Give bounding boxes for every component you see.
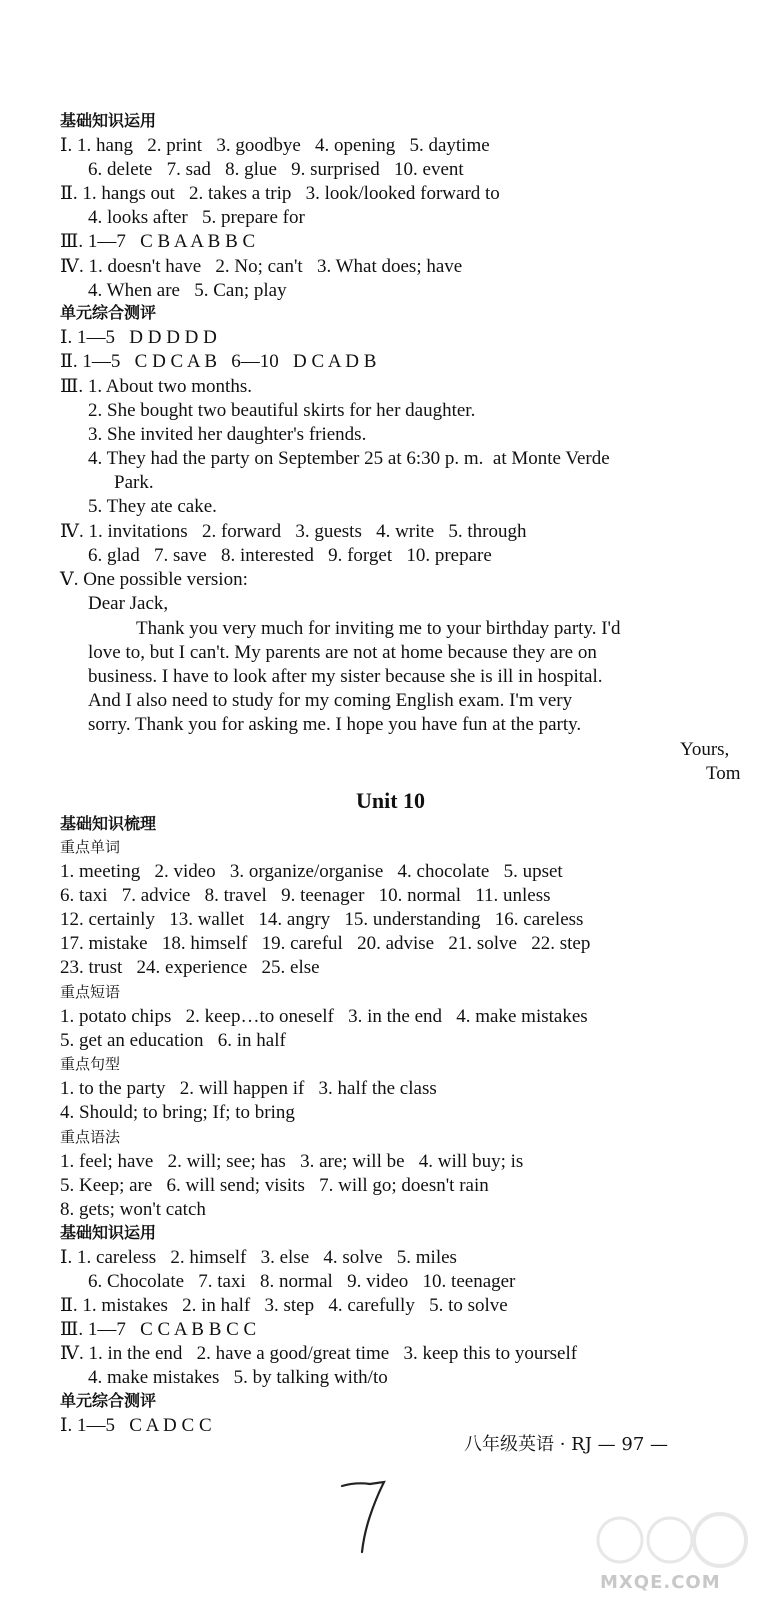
letter-body: business. I have to look after my sister because she is ill in hospital. bbox=[88, 666, 603, 687]
answer-line: Ⅱ. 1. hangs out 2. takes a trip 3. look/looked forward to bbox=[60, 183, 500, 204]
letter-signature: Tom bbox=[706, 763, 741, 784]
answer-line: 4. looks after 5. prepare for bbox=[88, 207, 305, 228]
handwritten-mark-icon bbox=[336, 1476, 396, 1556]
answer-line: 2. She bought two beautiful skirts for her daughter. bbox=[88, 400, 476, 421]
subsection-label: 重点语法 bbox=[60, 1128, 121, 1146]
answer-line: 8. gets; won't catch bbox=[60, 1199, 206, 1220]
answer-line: Ⅰ. 1—5 D D D D D bbox=[60, 327, 217, 348]
answer-line: 1. feel; have 2. will; see; has 3. are; will be 4. will buy; is bbox=[60, 1151, 524, 1172]
section-heading: 基础知识梳理 bbox=[60, 814, 157, 833]
answer-line: Ⅰ. 1—5 C A D C C bbox=[60, 1415, 212, 1436]
unit-title: Unit 10 bbox=[355, 788, 426, 813]
section-heading: 基础知识运用 bbox=[60, 111, 157, 130]
letter-body: And I also need to study for my coming English exam. I'm very bbox=[88, 690, 573, 711]
answer-line: 1. meeting 2. video 3. organize/organise 4. chocolate 5. upset bbox=[60, 861, 563, 882]
answer-line: Park. bbox=[114, 472, 154, 493]
answer-line: Ⅳ. 1. doesn't have 2. No; can't 3. What does; have bbox=[60, 256, 463, 277]
subsection-label: 重点短语 bbox=[60, 983, 121, 1001]
subsection-label: 重点单词 bbox=[60, 838, 121, 856]
answer-line: Ⅱ. 1—5 C D C A B 6—10 D C A D B bbox=[60, 351, 377, 372]
answer-line: Ⅲ. 1. About two months. bbox=[60, 376, 252, 397]
answer-line: Ⅳ. 1. invitations 2. forward 3. guests 4. write 5. through bbox=[60, 521, 527, 542]
watermark-text: MXQE.COM bbox=[600, 1572, 721, 1593]
answer-line: 6. taxi 7. advice 8. travel 9. teenager 10. normal 11. unless bbox=[60, 885, 551, 906]
section-heading: 单元综合测评 bbox=[60, 303, 157, 322]
section-heading: 单元综合测评 bbox=[60, 1391, 157, 1410]
letter-body: sorry. Thank you for asking me. I hope you have fun at the party. bbox=[88, 714, 582, 735]
letter-salutation: Dear Jack, bbox=[88, 593, 169, 614]
section-heading: 基础知识运用 bbox=[60, 1223, 157, 1242]
answer-line: 5. They ate cake. bbox=[88, 496, 217, 517]
answer-line: Ⅳ. 1. in the end 2. have a good/great time 3. keep this to yourself bbox=[60, 1343, 578, 1364]
answer-line: 4. make mistakes 5. by talking with/to bbox=[88, 1367, 388, 1388]
answer-line: 23. trust 24. experience 25. else bbox=[60, 957, 320, 978]
answer-line: Ⅲ. 1—7 C B A A B B C bbox=[60, 231, 256, 252]
answer-line: 4. Should; to bring; If; to bring bbox=[60, 1102, 295, 1123]
letter-body: love to, but I can't. My parents are not at home because they are on bbox=[88, 642, 597, 663]
letter-body: Thank you very much for inviting me to your birthday party. I'd bbox=[136, 618, 621, 639]
answer-line: 6. delete 7. sad 8. glue 9. surprised 10. event bbox=[88, 159, 464, 180]
answer-line: 17. mistake 18. himself 19. careful 20. advise 21. solve 22. step bbox=[60, 933, 591, 954]
answer-line: 1. to the party 2. will happen if 3. half the class bbox=[60, 1078, 437, 1099]
answer-line: 12. certainly 13. wallet 14. angry 15. understanding 16. careless bbox=[60, 909, 584, 930]
answer-line: 4. They had the party on September 25 at 6:30 p. m. at Monte Verde bbox=[88, 448, 610, 469]
answer-line: 6. glad 7. save 8. interested 9. forget 10. prepare bbox=[88, 545, 492, 566]
subsection-label: 重点句型 bbox=[60, 1055, 121, 1073]
answer-line: Ⅲ. 1—7 C C A B B C C bbox=[60, 1319, 257, 1340]
answer-line: 4. When are 5. Can; play bbox=[88, 280, 287, 301]
answer-line: 6. Chocolate 7. taxi 8. normal 9. video 10. teenager bbox=[88, 1271, 516, 1292]
answer-line: 5. Keep; are 6. will send; visits 7. will go; doesn't rain bbox=[60, 1175, 489, 1196]
answer-line: Ⅴ. One possible version: bbox=[60, 569, 248, 590]
answer-line: Ⅰ. 1. careless 2. himself 3. else 4. solve 5. miles bbox=[60, 1247, 457, 1268]
answer-line: 5. get an education 6. in half bbox=[60, 1030, 286, 1051]
page-footer: 八年级英语 · RJ — 97 — bbox=[464, 1434, 669, 1455]
answer-line: 1. potato chips 2. keep…to oneself 3. in the end 4. make mistakes bbox=[60, 1006, 588, 1027]
answer-line: 3. She invited her daughter's friends. bbox=[88, 424, 367, 445]
answer-line: Ⅰ. 1. hang 2. print 3. goodbye 4. opening 5. daytime bbox=[60, 135, 490, 156]
letter-closing: Yours, bbox=[680, 739, 730, 760]
answer-line: Ⅱ. 1. mistakes 2. in half 3. step 4. carefully 5. to solve bbox=[60, 1295, 508, 1316]
